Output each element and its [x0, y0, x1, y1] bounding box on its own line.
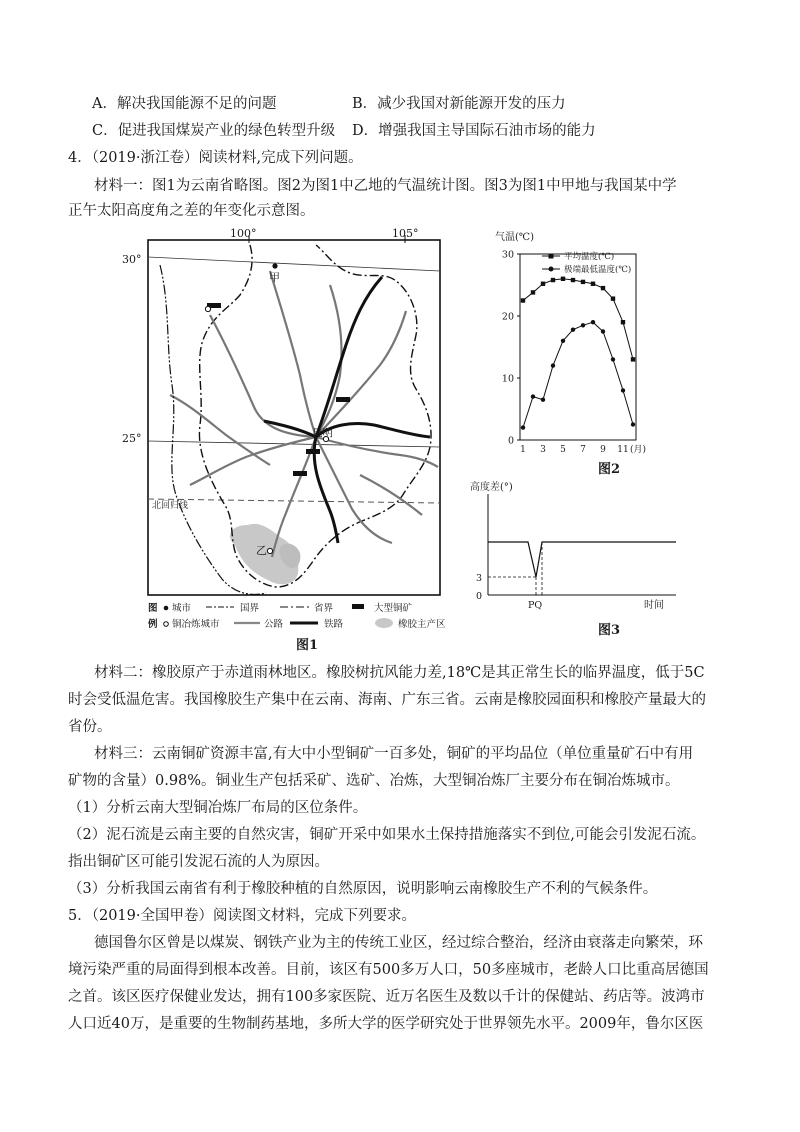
legend-province: 省界 — [314, 603, 334, 614]
lon-105-label: 105° — [392, 227, 419, 240]
svg-text:城市: 城市 — [172, 603, 192, 614]
option-d: D．增强我国主导国际石油市场的能力 — [352, 123, 596, 139]
option-b: B．减少我国对新能源开发的压力 — [352, 96, 566, 112]
svg-text:公路: 公路 — [264, 619, 284, 630]
fig2-avg-point — [551, 278, 555, 282]
fig2-avg-point — [601, 286, 605, 290]
tropic-line — [148, 499, 440, 503]
lon-100-label: 100° — [230, 227, 257, 240]
q5-line3: 之首。该区医疗保健业发达，拥有100多家医院、近万名医生及数以千计的保健站、药店等。波鸿市 — [68, 989, 705, 1005]
fig2-ytick-label: 10 — [501, 373, 514, 385]
svg-text:铁路: 铁路 — [324, 619, 344, 630]
legend-min: 极端最低温度(℃) — [564, 265, 632, 275]
fig2-temperature-chart — [490, 228, 690, 478]
svg-text:例: 例 — [148, 619, 158, 630]
fig2-xtick-label: 1 — [520, 445, 526, 455]
fig2-xtick-label: 9 — [600, 445, 606, 455]
tropic-label: 北回归线 — [152, 501, 189, 511]
fig2-ytick-label: 0 — [507, 435, 514, 447]
q4-sub1: （1）分析云南大型铜冶炼厂布局的区位条件。 — [68, 800, 368, 816]
q4-sub3: （3）分析我国云南省有利于橡胶种植的自然原因，说明影响云南橡胶生产不利的气候条件。 — [68, 881, 658, 897]
fig2-avg-point — [581, 280, 585, 284]
fig2-min-point — [541, 398, 545, 402]
lat-30-label: 30° — [122, 253, 142, 266]
fig3-tick-0: 0 — [476, 591, 483, 602]
label-yi: 乙 — [256, 544, 267, 557]
fig2-min-point — [531, 394, 535, 398]
label-kunming: 昆明 — [312, 427, 333, 439]
fig2-avg-point — [541, 282, 545, 286]
fig2-avg-point — [561, 277, 565, 281]
copper-mine-3 — [306, 449, 320, 454]
q4-sub2-line1: （2）泥石流是云南主要的自然灾害，铜矿开采中如果水土保持措施落实不到位,可能会引发泥石流。 — [68, 827, 706, 843]
svg-text:国界: 国界 — [240, 603, 260, 614]
fig2-min-point — [591, 320, 595, 324]
fig3-altitude-chart — [470, 480, 690, 640]
fig2-xtick-label: 11 — [617, 445, 629, 455]
fig2-avg-point — [531, 290, 535, 294]
svg-text:大型铜矿: 大型铜矿 — [374, 603, 413, 614]
fig2-min-point — [611, 357, 615, 361]
smelting-city-1 — [205, 306, 210, 311]
copper-mine-4 — [293, 471, 307, 476]
fig2-min-point — [631, 422, 635, 426]
q5-line2: 境污染严重的局面得到根本改善。目前，该区有500多万人口，50多座城市，老龄人口比重高居德国 — [68, 962, 709, 978]
material2-line1: 材料二：橡胶原产于赤道雨林地区。橡胶树抗风能力差,18℃是其正常生长的临界温度，低于5C — [94, 665, 705, 681]
roads — [170, 271, 438, 557]
fig2-avg-point — [631, 357, 635, 361]
fig2-min-point — [561, 339, 565, 343]
fig2-plot-frame — [520, 254, 636, 440]
fig3-caption: 图3 — [598, 623, 621, 638]
material2-line3: 省份。 — [68, 719, 112, 735]
svg-text:橡胶主产区: 橡胶主产区 — [398, 619, 446, 630]
fig2-avg-point — [521, 298, 525, 302]
fig2-series-line-2 — [523, 322, 633, 427]
fig3-line — [488, 542, 676, 577]
option-a: A．解决我国能源不足的问题 — [92, 96, 277, 112]
svg-text:图: 图 — [148, 603, 158, 614]
city-jia-dot — [272, 263, 277, 268]
fig2-xtick-label: 7 — [580, 445, 586, 455]
q5-line1: 德国鲁尔区曾是以煤炭、钢铁产业为主的传统工业区，经过综合整治，经济由衰落走向繁荣，环 — [94, 935, 703, 951]
copper-mine-2 — [336, 397, 350, 402]
fig2-month-unit: (月) — [630, 445, 647, 455]
legend-avg: 平均温度(℃) — [564, 252, 615, 262]
fig2-series-line-1 — [523, 279, 633, 360]
fig2-ylabel: 气温(℃) — [495, 232, 534, 243]
city-yi-dot — [267, 548, 272, 553]
fig2-ytick-label: 30 — [501, 249, 514, 261]
fig2-avg-point — [611, 296, 615, 300]
fig2-min-point — [521, 425, 525, 429]
fig2-min-point — [601, 329, 605, 333]
fig2-xtick-label: 5 — [560, 445, 566, 455]
q4-sub2-line2: 指出铜矿区可能引发泥石流的人为原因。 — [68, 854, 329, 870]
q4-header: 4．（2019·浙江卷）阅读材料,完成下列问题。 — [68, 150, 363, 166]
fig2-avg-point — [621, 320, 625, 324]
fig3-pq: PQ — [528, 600, 543, 611]
material2-line2: 时会受低温危害。我国橡胶生产集中在云南、海南、广东三省。云南是橡胶园面积和橡胶产量最大的 — [68, 692, 706, 708]
q5-header: 5．（2019·全国甲卷）阅读图文材料，完成下列要求。 — [68, 908, 416, 924]
material3-line1: 材料三：云南铜矿资源丰富,有大中小型铜矿一百多处，铜矿的平均品位（单位重量矿石中有用 — [94, 746, 694, 762]
fig2-min-point — [621, 388, 625, 392]
fig2-legend — [542, 251, 631, 275]
map-legend — [148, 602, 446, 630]
material1-line1: 材料一：图1为云南省略图。图2为图1中乙地的气温统计图。图3为图1中甲地与我国某中学 — [94, 178, 677, 194]
fig2-min-point — [551, 363, 555, 367]
fig2-min-point — [581, 323, 585, 327]
fig3-tick-3: 3 — [476, 573, 483, 584]
material1-line2: 正午太阳高度角之差的年变化示意图。 — [68, 203, 315, 219]
fig1-caption: 图1 — [296, 638, 319, 653]
lat-25-label: 25° — [122, 432, 142, 445]
q5-line4: 人口近40万，是重要的生物制药基地，多所大学的医学研究处于世界领先水平。2009年，鲁尔区医 — [68, 1016, 704, 1032]
fig2-min-point — [571, 327, 575, 331]
fig2-xtick-label: 3 — [540, 445, 546, 455]
material3-line2: 矿物的含量）0.98%。铜业生产包括采矿、选矿、冶炼，大型铜冶炼厂主要分布在铜冶炼城市。 — [68, 773, 680, 789]
yunnan-map — [122, 225, 470, 655]
svg-text:铜冶炼城市: 铜冶炼城市 — [172, 619, 220, 630]
label-jia: 甲 — [269, 271, 280, 284]
fig3-ylabel: 高度差(°) — [470, 482, 513, 493]
fig2-ytick-label: 20 — [501, 311, 514, 323]
fig2-avg-point — [571, 278, 575, 282]
fig2-avg-point — [591, 282, 595, 286]
fig3-xlabel: 时间 — [644, 600, 664, 611]
fig2-caption: 图2 — [598, 462, 621, 477]
option-c: C．促进我国煤炭产业的绿色转型升级 — [92, 123, 336, 139]
